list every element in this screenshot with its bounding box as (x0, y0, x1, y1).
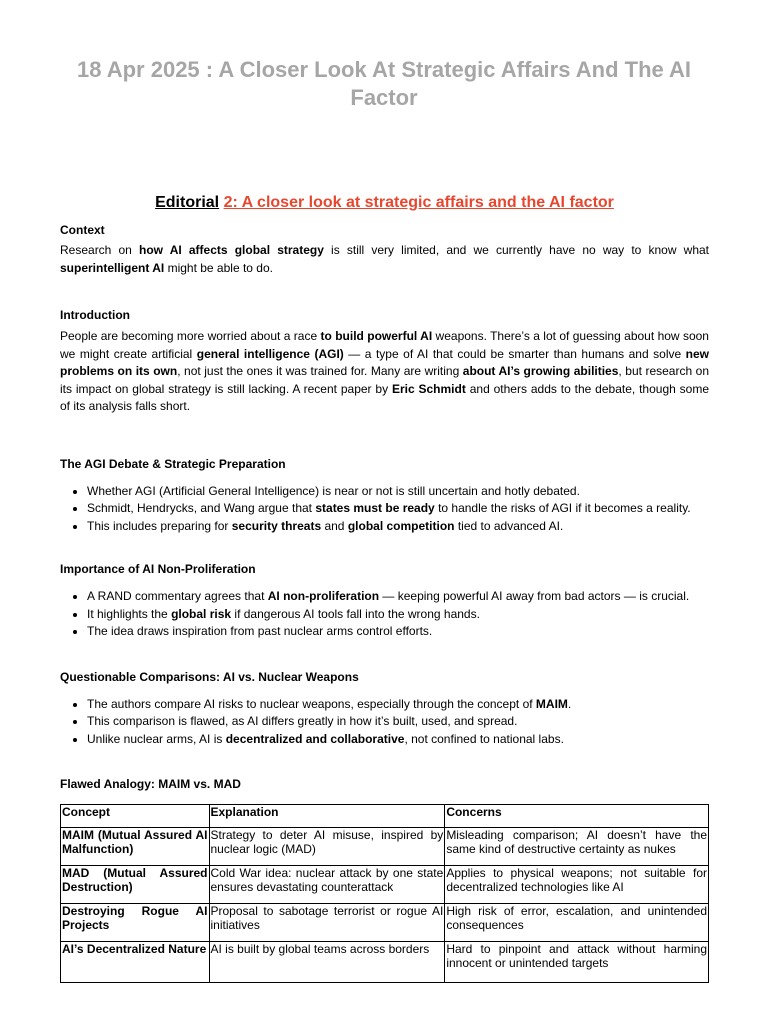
non-proliferation-heading: Importance of AI Non-Proliferation (60, 562, 256, 576)
table-cell: AI’s Decentralized Nature (61, 942, 210, 983)
editorial-title-link[interactable]: 2: A closer look at strategic affairs and the AI factor (223, 194, 614, 211)
introduction-heading: Introduction (60, 308, 130, 322)
article-body (60, 192, 709, 983)
table-row (61, 828, 709, 866)
section-agi-debate (60, 456, 709, 536)
table-row (61, 904, 709, 942)
table-cell: Strategy to deter AI misuse, inspired by nuclear logic (MAD) (209, 828, 445, 866)
table-row (61, 942, 709, 983)
editorial-heading (60, 192, 709, 214)
table-cell: High risk of error, escalation, and unintended consequences (445, 904, 709, 942)
context-paragraph: Research on how AI affects global strategy is still very limited, and we currently have no way to know what superintelligent AI might be able to do. (60, 243, 710, 275)
list-item: • The idea draws inspiration from past nuclear arms control efforts. (87, 623, 709, 641)
list-item: • It highlights the global risk if dangerous AI tools fall into the wrong hands. (87, 606, 709, 624)
context-heading: Context (60, 223, 105, 237)
editorial-label: Editorial (155, 194, 220, 211)
table-cell: MAIM (Mutual Assured AI Malfunction) (61, 828, 210, 866)
column-header: Concerns (445, 805, 709, 828)
table-cell: Proposal to sabotage terrorist or rogue AI initiatives (209, 904, 445, 942)
list-item: • Schmidt, Hendrycks, and Wang argue that states must be ready to handle the risks of AGI if it becomes a reality. (87, 500, 709, 518)
maim-table-heading: Flawed Analogy: MAIM vs. MAD (60, 777, 241, 791)
table-cell: Applies to physical weapons; not suitable for decentralized technologies like AI (445, 866, 709, 904)
column-header: Explanation (209, 805, 445, 828)
non-proliferation-list (60, 588, 709, 641)
list-item: • The authors compare AI risks to nuclear weapons, especially through the concept of MAIM. (87, 696, 709, 714)
table-cell: MAD (Mutual Assured Destruction) (61, 866, 210, 904)
section-maim-vs-mad (60, 776, 709, 983)
list-item: • Unlike nuclear arms, AI is decentralized and collaborative, not confined to national labs. (87, 731, 709, 749)
comparisons-list (60, 696, 709, 749)
table-cell: Misleading comparison; AI doesn’t have the same kind of destructive certainty as nukes (445, 828, 709, 866)
table-cell: Hard to pinpoint and attack without harming innocent or unintended targets (445, 942, 709, 983)
table-cell: Destroying Rogue AI Projects (61, 904, 210, 942)
section-introduction (60, 307, 709, 416)
introduction-paragraph: People are becoming more worried about a race to build powerful AI weapons. There’s a lot of guessing about how soon we might create artificial general intelligence (AGI) — a type of AI that could be smarter than humans and solve new problems on its own, not just the ones it was trained for. Many are writing about AI’s growing abilities, but research on its impact on global strategy is still lacking. A recent paper by Eric Schmidt and others adds to the debate, though some of its analysis falls short. (60, 329, 710, 413)
table-row (61, 866, 709, 904)
list-item: • This comparison is flawed, as AI differs greatly in how it’s built, used, and spread. (87, 713, 709, 731)
agi-debate-list (60, 483, 709, 536)
section-comparisons (60, 669, 709, 749)
table-header-row (61, 805, 709, 828)
section-context (60, 222, 709, 277)
comparisons-heading: Questionable Comparisons: AI vs. Nuclear Weapons (60, 669, 359, 684)
section-non-proliferation (60, 561, 709, 641)
list-item: • A RAND commentary agrees that AI non-proliferation — keeping powerful AI away from bad actors — is crucial. (87, 588, 709, 606)
table-cell: Cold War idea: nuclear attack by one state ensures devastating counterattack (209, 866, 445, 904)
page-title: 18 Apr 2025 : A Closer Look At Strategic Affairs And The AI Factor (76, 57, 692, 110)
list-item: • This includes preparing for security threats and global competition tied to advanced AI. (87, 518, 709, 536)
maim-comparison-table (60, 804, 709, 983)
agi-debate-heading: The AGI Debate & Strategic Preparation (60, 456, 286, 471)
column-header: Concept (61, 805, 210, 828)
table-cell: AI is built by global teams across borders (209, 942, 445, 983)
list-item: • Whether AGI (Artificial General Intelligence) is near or not is still uncertain and hotly debated. (87, 483, 709, 501)
